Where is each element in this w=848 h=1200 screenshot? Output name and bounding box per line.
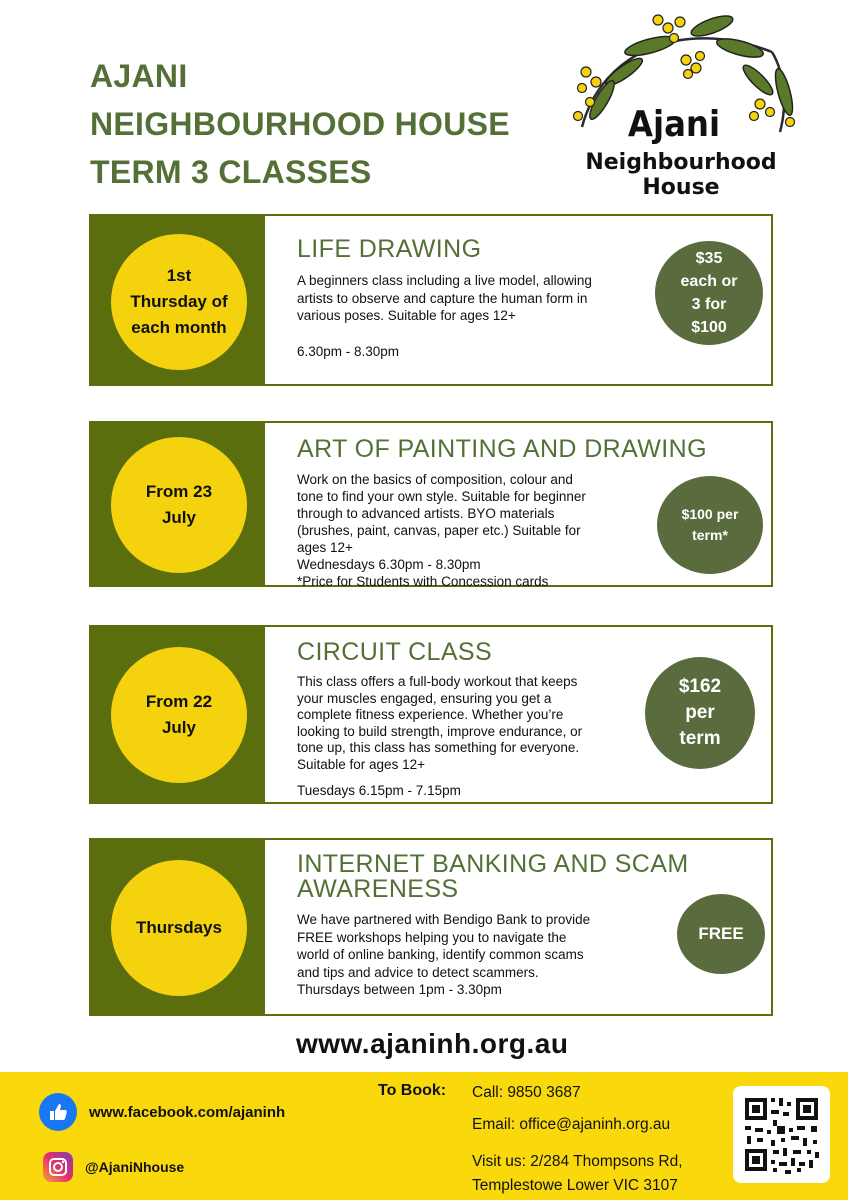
price-line: FREE bbox=[698, 924, 744, 943]
page-title bbox=[90, 52, 510, 196]
description-line: *Price for Students with Concession cards bbox=[297, 574, 549, 589]
class-time: Tuesdays 6.15pm - 7.15pm bbox=[297, 783, 461, 798]
instagram-icon bbox=[43, 1152, 73, 1182]
description-line: complete fitness experience. Whether you’re bbox=[297, 707, 564, 722]
class-card-life-drawing bbox=[89, 214, 773, 386]
contact-address bbox=[472, 1150, 683, 1198]
price-line: $35 bbox=[695, 250, 723, 267]
address-line: Visit us: 2/284 Thompsons Rd, bbox=[472, 1153, 683, 1170]
qr-code-icon bbox=[733, 1086, 830, 1183]
date-line: 1st bbox=[166, 266, 192, 285]
date-badge bbox=[111, 234, 247, 370]
ajani-logo bbox=[562, 12, 800, 200]
description-line: (brushes, paint, canvas, paper etc.) Suitable for bbox=[297, 523, 581, 538]
footer bbox=[0, 1072, 848, 1200]
title-line: INTERNET BANKING AND SCAM bbox=[297, 850, 689, 878]
address-line: Templestowe Lower VIC 3107 bbox=[472, 1177, 678, 1194]
price-line: $100 bbox=[691, 319, 727, 336]
contact-email[interactable]: Email: office@ajaninh.org.au bbox=[472, 1116, 671, 1133]
date-badge bbox=[111, 437, 247, 573]
class-title bbox=[297, 852, 689, 902]
description-line: various poses. Suitable for ages 12+ bbox=[297, 308, 516, 323]
class-title: ART OF PAINTING AND DRAWING bbox=[297, 435, 707, 463]
price-badge bbox=[655, 241, 763, 345]
book-label: To Book: bbox=[378, 1082, 447, 1099]
price-line: term bbox=[679, 728, 721, 749]
description-line: This class offers a full-body workout that keeps bbox=[297, 674, 578, 689]
logo-subtitle: Neighbourhood House bbox=[585, 150, 777, 200]
instagram-link[interactable] bbox=[43, 1152, 184, 1182]
price-badge bbox=[657, 476, 763, 574]
date-badge bbox=[111, 860, 247, 996]
date-line: From 23 bbox=[145, 482, 213, 501]
contact-phone[interactable]: Call: 9850 3687 bbox=[472, 1084, 581, 1101]
price-badge bbox=[677, 894, 765, 974]
facebook-link[interactable] bbox=[39, 1093, 285, 1131]
description-line: world of online banking, identify common scams bbox=[297, 947, 584, 962]
price-line: $162 bbox=[678, 676, 722, 697]
description-line: and tips and advice to detect scammers. bbox=[297, 964, 539, 980]
title-line: AWARENESS bbox=[297, 875, 459, 903]
title-line-1: AJANI bbox=[90, 58, 188, 94]
class-card-painting bbox=[89, 421, 773, 587]
class-title: CIRCUIT CLASS bbox=[297, 638, 493, 666]
website-link[interactable]: www.ajaninh.org.au bbox=[296, 1028, 569, 1059]
title-line-2: NEIGHBOURHOOD HOUSE bbox=[90, 106, 510, 142]
class-card-internet-banking bbox=[89, 838, 773, 1016]
description-line: tone to find your own style. Suitable for beginner bbox=[297, 489, 586, 504]
description-line: Suitable for ages 12+ bbox=[297, 756, 425, 772]
title-line-3: TERM 3 CLASSES bbox=[90, 154, 372, 190]
date-line: From 22 bbox=[145, 692, 213, 711]
class-card-circuit bbox=[89, 625, 773, 804]
description-line: through to advanced artists. BYO materials bbox=[297, 506, 555, 521]
class-description bbox=[297, 471, 637, 590]
description-line: artists to observe and capture the human form in bbox=[297, 290, 588, 306]
price-badge bbox=[645, 657, 755, 769]
logo-name: Ajani bbox=[627, 104, 721, 145]
description-line: FREE workshops helping you to navigate the bbox=[297, 929, 567, 945]
date-line: Thursdays bbox=[136, 918, 222, 937]
class-description bbox=[297, 674, 637, 800]
class-title: LIFE DRAWING bbox=[297, 235, 482, 263]
description-line: A beginners class including a live model, allowing bbox=[297, 273, 592, 288]
class-time: 6.30pm - 8.30pm bbox=[297, 343, 400, 359]
description-line: ages 12+ bbox=[297, 540, 353, 555]
date-line: July bbox=[161, 718, 196, 737]
instagram-handle: @AjaniNhouse bbox=[85, 1159, 185, 1175]
price-line: per bbox=[685, 702, 715, 723]
class-description bbox=[297, 911, 637, 999]
date-line: Thursday of bbox=[130, 292, 228, 311]
facebook-url: www.facebook.com/ajaninh bbox=[89, 1103, 286, 1121]
description-line: Thursdays between 1pm - 3.30pm bbox=[297, 982, 502, 997]
description-line: We have partnered with Bendigo Bank to provide bbox=[297, 912, 591, 927]
price-line: 3 for bbox=[691, 296, 727, 313]
date-badge bbox=[111, 647, 247, 783]
facebook-like-icon bbox=[39, 1093, 77, 1131]
description-line: looking to build strength, improve endurance, or bbox=[297, 723, 583, 739]
description-line: Work on the basics of composition, colour and bbox=[297, 472, 573, 487]
price-line: $100 per bbox=[681, 506, 739, 522]
class-description bbox=[297, 272, 637, 360]
qr-code[interactable] bbox=[733, 1086, 830, 1183]
description-line: tone up, this class has something for everyone. bbox=[297, 740, 580, 755]
date-line: July bbox=[161, 508, 196, 527]
price-line: term* bbox=[692, 527, 728, 543]
description-line: Wednesdays 6.30pm - 8.30pm bbox=[297, 557, 481, 572]
description-line: your muscles engaged, ensuring you get a bbox=[297, 690, 552, 706]
date-line: each month bbox=[131, 318, 227, 337]
price-line: each or bbox=[680, 273, 738, 290]
